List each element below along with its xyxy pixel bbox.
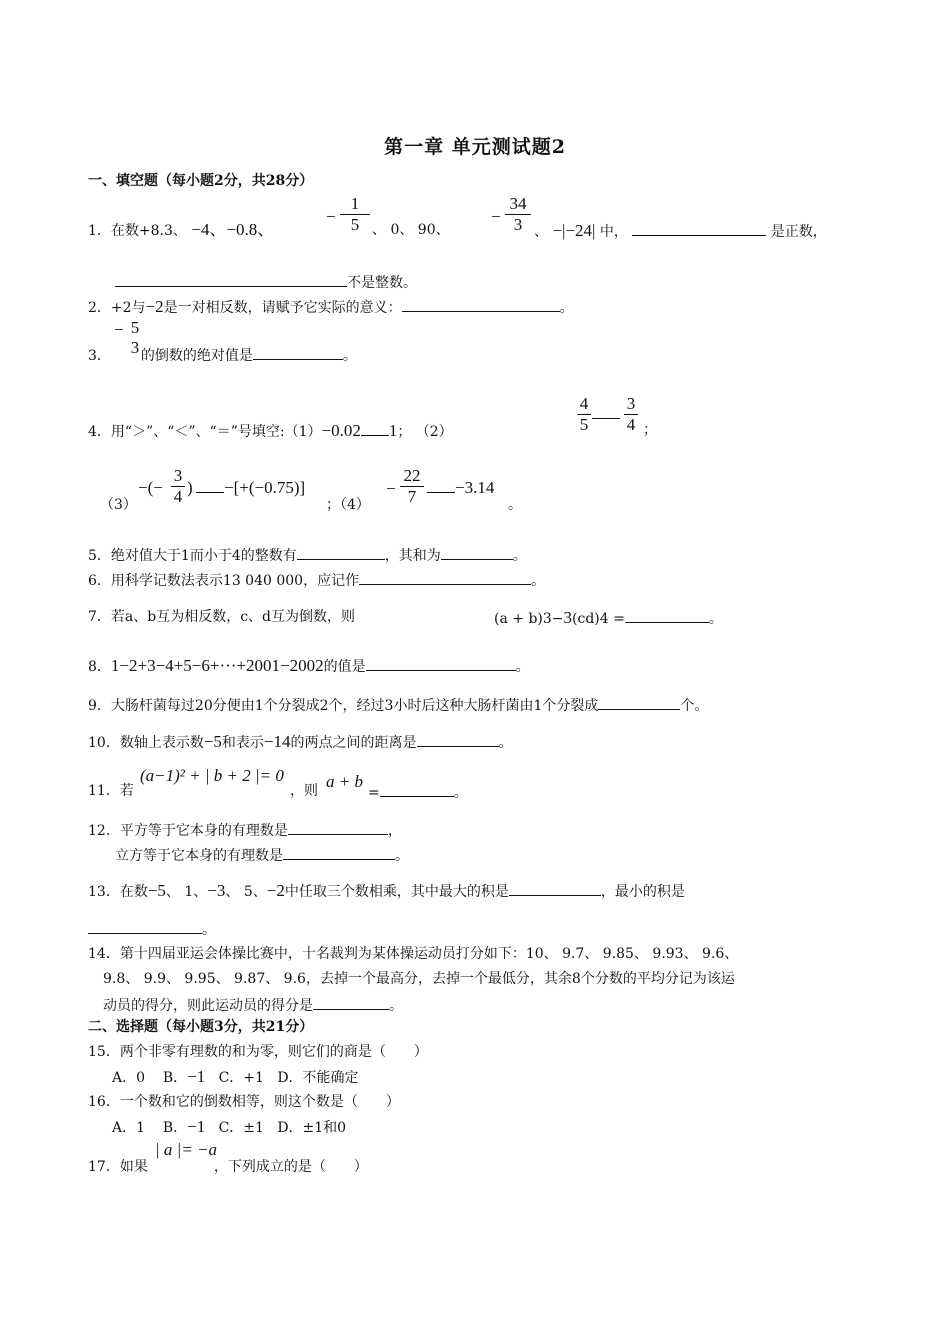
section-heading-multiple-choice: 二、选择题（每小题3分，共21分） xyxy=(88,1019,314,1035)
fraction-four-fifths: 4 5 xyxy=(577,394,591,435)
math-a-plus-b: a + b xyxy=(326,772,363,791)
question-16-options xyxy=(112,1118,346,1137)
question-1-middle: 、 0、 90、 xyxy=(372,222,450,238)
question-4-part-3-rhs: −[+(−0.75)] xyxy=(196,478,305,498)
question-14-line-2: 9.8、 9.9、 9.95、 9.87、 9.6，去掉一个最高分，去掉一个最低分，其余8个分数的平均分记为该运 xyxy=(103,971,735,987)
question-3-text: 3． 的倒数的绝对值是 。 xyxy=(88,345,357,365)
math-minus-0-8: 、−0.8、 xyxy=(209,220,275,239)
question-4-text: 4．用“＞”、“＜”、“＝”号填空:（1）−0.02 1； （2） xyxy=(88,421,453,440)
question-15-text: 15．两个非零有理数的和为零，则它们的商是（ ） xyxy=(88,1044,428,1060)
answer-blank-q14[interactable] xyxy=(313,995,389,1010)
question-1-text xyxy=(88,221,274,240)
answer-blank-q5-1[interactable] xyxy=(297,545,385,560)
math-neg-abs-24: −|−24| xyxy=(552,221,596,240)
question-7-expression: (a + b)3−3(cd)4 = 。 xyxy=(494,608,723,627)
answer-blank-q2[interactable] xyxy=(402,297,560,312)
answer-blank-q12-2[interactable] xyxy=(283,845,395,860)
answer-blank-q5-2[interactable] xyxy=(441,545,513,560)
option-a[interactable]: A．0 xyxy=(112,1070,146,1086)
answer-blank-q10[interactable] xyxy=(417,732,499,747)
question-4-end: 。 xyxy=(508,497,522,513)
question-14-line-3: 动员的得分，则此运动员的得分是 。 xyxy=(103,995,403,1015)
question-2-text: 2．+2与−2是一对相反数，请赋予它实际的意义： 。 xyxy=(88,297,574,316)
answer-blank-q11[interactable] xyxy=(380,782,454,797)
math-minus-4: −4 xyxy=(191,220,210,239)
option-c[interactable]: C．±1 xyxy=(218,1120,264,1136)
fraction-three-fourths-part3: 3 4 xyxy=(171,466,185,507)
answer-blank-q12-1[interactable] xyxy=(288,820,388,835)
answer-blank-non-integer[interactable] xyxy=(115,272,347,287)
question-4-part-4-label: ；（4） xyxy=(326,497,370,513)
math-q11-condition: (a−1)² + | b + 2 |= 0 xyxy=(140,766,284,785)
question-12-line-2: 立方等于它本身的有理数是 。 xyxy=(115,845,409,865)
answer-blank-q4-2[interactable] xyxy=(592,418,620,419)
question-7-text: 7．若a、b互为相反数，c、d互为倒数，则 xyxy=(88,609,356,625)
question-11-then: ，则 xyxy=(290,783,318,799)
math-abs-a-equals-neg-a: | a |= −a xyxy=(155,1140,218,1159)
answer-blank-q13-max[interactable] xyxy=(509,881,601,896)
question-8-text: 8．1−2+3−4+5−6+···+2001−2002的值是 。 xyxy=(88,656,530,675)
question-16-text: 16．一个数和它的倒数相等，则这个数是（ ） xyxy=(88,1094,400,1110)
question-4-part-4-rhs: −3.14 xyxy=(427,478,494,498)
question-4-semicolon: ； xyxy=(643,422,657,438)
question-13-text: 13．在数−5、 1、−3、 5、−2中任取三个数相乘，其中最大的积是 ，最小的积是 xyxy=(88,881,685,900)
question-11-label: 11．若 xyxy=(88,783,134,799)
page-title: 第一章 单元测试题2 xyxy=(384,136,566,158)
section-heading-fill-in: 一、填空题（每小题2分，共28分） xyxy=(88,173,314,189)
option-c[interactable]: C．+1 xyxy=(218,1070,264,1086)
question-1-line-2: 不是整数。 xyxy=(115,272,417,292)
question-9-text: 9．大肠杆菌每过20分便由1个分裂成2个，经过3小时后这种大肠杆菌由1个分裂成 个。 xyxy=(88,695,708,715)
answer-blank-q13-min[interactable] xyxy=(88,919,202,934)
fraction-three-fourths: 3 4 xyxy=(624,394,638,435)
question-5-text: 5．绝对值大于1而小于4的整数有 ，其和为 。 xyxy=(88,545,527,565)
question-1-label: 1．在数+8.3、 xyxy=(88,223,187,239)
answer-blank-q7[interactable] xyxy=(625,608,709,623)
fraction-minus-22-sevenths: − 22 7 xyxy=(400,466,424,507)
fraction-minus-34-thirds: − 34 3 xyxy=(505,194,531,235)
question-17-text: 17．如果 ，下列成立的是（ ） xyxy=(88,1159,368,1175)
question-11-answer: = 。 xyxy=(368,782,468,802)
question-14-line-1: 14．第十四届亚运会体操比赛中，十名裁判为某体操运动员打分如下：10、 9.7、 9.85、 9.93、 9.6、 xyxy=(88,946,739,962)
answer-blank-q3[interactable] xyxy=(253,345,343,360)
question-12-line-1: 12．平方等于它本身的有理数是 ， xyxy=(88,820,402,840)
answer-blank-q9[interactable] xyxy=(598,695,680,710)
option-d[interactable]: D．不能确定 xyxy=(277,1070,359,1086)
fraction-minus-one-fifth: − 1 5 xyxy=(340,194,370,235)
fraction-minus-five-thirds: − 5 3 xyxy=(114,318,140,357)
option-a[interactable]: A．1 xyxy=(112,1120,146,1136)
question-1-tail: 、 −|−24| 中， 是正数， xyxy=(534,221,827,240)
answer-blank-q4-4[interactable] xyxy=(427,478,455,493)
question-15-options xyxy=(112,1068,359,1087)
option-b[interactable]: B．−1 xyxy=(162,1067,206,1086)
option-b[interactable]: B．−1 xyxy=(162,1117,206,1136)
option-d[interactable]: D．±1和0 xyxy=(277,1120,347,1136)
question-10-text: 10．数轴上表示数−5和表示−14的两点之间的距离是 。 xyxy=(88,732,513,751)
math-close-paren: ) xyxy=(187,478,193,497)
question-6-text: 6．用科学记数法表示13 040 000，应记作 。 xyxy=(88,570,545,590)
answer-blank-q4-3[interactable] xyxy=(196,478,224,493)
math-neg-neg: −(− xyxy=(138,478,163,497)
answer-blank-q8[interactable] xyxy=(366,656,516,671)
answer-blank-positive[interactable] xyxy=(632,221,766,236)
answer-blank-q6[interactable] xyxy=(359,570,531,585)
question-4-part-3-label: （3） xyxy=(100,497,137,513)
answer-blank-q4-1[interactable] xyxy=(361,421,389,436)
question-13-line-2: 。 xyxy=(88,919,216,939)
